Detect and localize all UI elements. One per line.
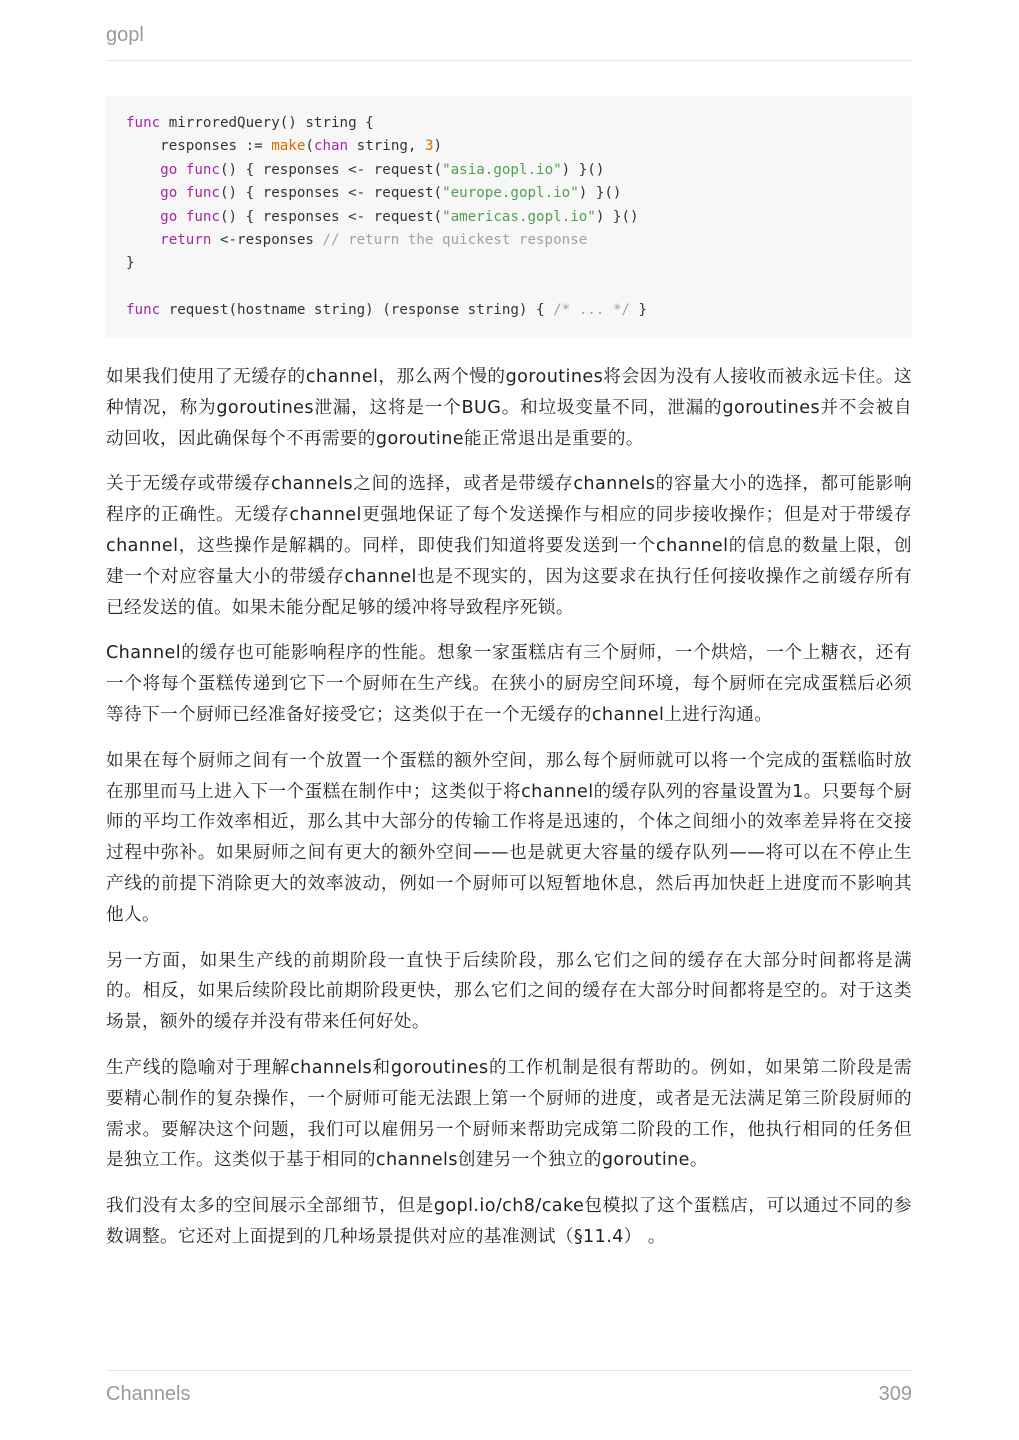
code-comment: // return the quickest response bbox=[322, 231, 588, 248]
chapter-title: Channels bbox=[106, 1383, 191, 1405]
code-token: go bbox=[160, 161, 178, 178]
page-header bbox=[106, 24, 912, 61]
code-token: go bbox=[160, 208, 178, 225]
code-token: responses := bbox=[126, 138, 272, 155]
code-line bbox=[126, 135, 892, 158]
code-token: () { responses <- request( bbox=[219, 185, 443, 202]
code-token: 3 bbox=[424, 138, 434, 155]
book-title: gopl bbox=[106, 24, 144, 46]
code-token: ) }() bbox=[578, 185, 622, 202]
code-token: func bbox=[126, 302, 161, 319]
code-token: func bbox=[185, 185, 220, 202]
paragraph: 生产线的隐喻对于理解channels和goroutines的工作机制是很有帮助的。例如，如果第二阶段是需要精心制作的复杂操作，一个厨师可能无法跟上第一个厨师的进度，或者是无法满足第三阶段厨师的需求。要解决这个问题，我们可以雇佣另一个厨师来帮助完成第二阶段的工作，他执行相同的任务但是独立工作。这类似于基于相同的channels创建另一个独立的goroutine。 bbox=[106, 1057, 912, 1171]
paragraph: 关于无缓存或带缓存channels之间的选择，或者是带缓存channels的容量大小的选择，都可能影响程序的正确性。无缓存channel更强地保证了每个发送操作与相应的同步接收操作；但是对于带缓存channel，这些操作是解耦的。同样，即使我们知道将要发送到一个channel的信息的数量上限，创建一个对应容量大小的带缓存channel也是不现实的，因为这要求在执行任何接收操作之前缓存所有已经发送的值。如果未能分配足够的缓冲将导致程序死锁。 bbox=[106, 474, 912, 618]
code-token bbox=[126, 162, 160, 178]
paragraph: 如果在每个厨师之间有一个放置一个蛋糕的额外空间，那么每个厨师就可以将一个完成的蛋糕临时放在那里而马上进入下一个蛋糕在制作中；这类似于将channel的缓存队列的容量设置为1。只要每个厨师的平均工作效率相近，那么其中大部分的传输工作将是迅速的，个体之间细小的效率差异将在交接过程中弥补。如果厨师之间有更大的额外空间——也是就更大容量的缓存队列——将可以在不停止生产线的前提下消除更大的效率波动，例如一个厨师可以短暂地休息，然后再加快赶上进度而不影响其他人。 bbox=[106, 750, 912, 925]
paragraph: 另一方面，如果生产线的前期阶段一直快于后续阶段，那么它们之间的缓存在大部分时间都将是满的。相反，如果后续阶段比前期阶段更快，那么它们之间的缓存在大部分时间都将是空的。对于这类场景，额外的缓存并没有带来任何好处。 bbox=[106, 950, 912, 1033]
code-token: func bbox=[185, 208, 220, 225]
code-token: ( bbox=[305, 138, 314, 155]
code-token: func bbox=[185, 161, 220, 178]
code-token: () { responses <- request( bbox=[219, 161, 443, 178]
paragraph: 如果我们使用了无缓存的channel，那么两个慢的goroutines将会因为没有人接收而被永远卡住。这种情况，称为goroutines泄漏，这将是一个BUG。和垃圾变量不同，泄漏的goroutines并不会被自动回收，因此确保每个不再需要的goroutine能正常退出是重要的。 bbox=[106, 367, 912, 449]
paragraph: 我们没有太多的空间展示全部细节，但是gopl.io/ch8/cake包模拟了这个蛋糕店，可以通过不同的参数调整。它还对上面提到的几种场景提供对应的基准测试（§11.4） 。 bbox=[106, 1196, 912, 1247]
code-token: go bbox=[160, 185, 178, 202]
code-token: <-responses bbox=[211, 231, 323, 248]
code-line bbox=[126, 252, 892, 275]
code-token: string, bbox=[348, 138, 425, 155]
code-token: } bbox=[126, 255, 135, 272]
main-content bbox=[106, 362, 912, 1268]
page-footer bbox=[106, 1370, 912, 1419]
code-comment: /* ... */ bbox=[553, 302, 630, 319]
code-line bbox=[126, 159, 892, 182]
code-token: return bbox=[160, 231, 212, 248]
code-token bbox=[126, 209, 160, 225]
code-token: ) }() bbox=[561, 161, 605, 178]
code-token bbox=[126, 232, 160, 248]
code-token: } bbox=[629, 302, 648, 319]
code-line bbox=[126, 229, 892, 252]
code-line bbox=[126, 182, 892, 205]
code-token: mirroredQuery() string { bbox=[160, 115, 374, 131]
code-token bbox=[126, 185, 160, 201]
code-block bbox=[106, 96, 912, 338]
code-token: func bbox=[126, 115, 161, 131]
code-token bbox=[177, 185, 186, 201]
code-token bbox=[177, 209, 186, 225]
code-token: () { responses <- request( bbox=[219, 208, 443, 225]
code-token: make bbox=[271, 138, 306, 155]
code-token: ) }() bbox=[595, 208, 639, 225]
page-number: 309 bbox=[878, 1383, 912, 1405]
code-token: chan bbox=[313, 138, 349, 155]
code-line bbox=[126, 112, 892, 135]
paragraph: Channel的缓存也可能影响程序的性能。想象一家蛋糕店有三个厨师，一个烘焙，一个上糖衣，还有一个将每个蛋糕传递到它下一个厨师在生产线。在狭小的厨房空间环境，每个厨师在完成蛋糕后必须等待下一个厨师已经准备好接受它；这类似于在一个无缓存的channel上进行沟通。 bbox=[106, 643, 912, 725]
code-token: "americas.gopl.io" bbox=[442, 208, 596, 225]
code-token: "europe.gopl.io" bbox=[442, 185, 579, 202]
code-token: ) bbox=[433, 138, 443, 155]
code-line bbox=[126, 276, 892, 299]
code-line bbox=[126, 299, 892, 322]
code-token bbox=[177, 162, 186, 178]
code-token: request(hostname string) (response string) { bbox=[160, 302, 554, 319]
code-token: "asia.gopl.io" bbox=[442, 161, 562, 178]
code-line bbox=[126, 206, 892, 229]
